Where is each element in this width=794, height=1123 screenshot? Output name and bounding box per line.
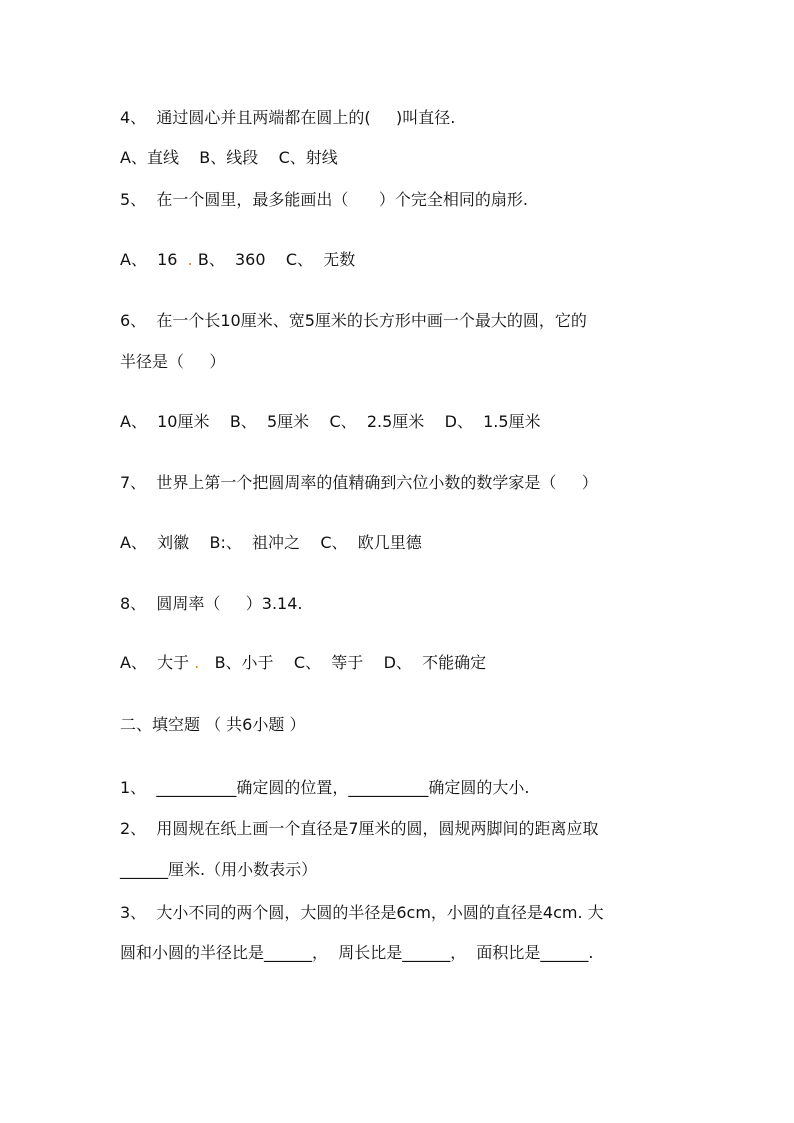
- question-4-stem: 4、 通过圆心并且两端都在圆上的( )叫直径.: [120, 108, 456, 127]
- question-5-options: [120, 249, 355, 271]
- answer-blank: ______: [540, 943, 589, 962]
- question-4-options: A、直线 B、线段 C、射线: [120, 148, 338, 167]
- fill-2-line2-text: 厘米.（用小数表示）: [168, 860, 318, 879]
- question-6-stem-line1: 6、 在一个长10厘米、宽5厘米的长方形中画一个最大的圆，它的: [120, 311, 587, 330]
- fill-3-line2: [120, 942, 593, 964]
- question-7-stem: 7、 世界上第一个把圆周率的值精确到六位小数的数学家是（ ）: [120, 473, 598, 492]
- stray-dot-mark: .: [194, 653, 200, 672]
- fill-1-suffix: 确定圆的大小.: [428, 778, 530, 797]
- question-5-stem: 5、 在一个圆里，最多能画出（ ）个完全相同的扇形.: [120, 190, 528, 209]
- section-2-heading: 二、填空题 （ 共6小题 ）: [120, 715, 306, 734]
- question-5-option-rest: B、 360 C、 无数: [192, 250, 356, 269]
- fill-2-line1: 2、 用圆规在纸上画一个直径是7厘米的圆，圆规两脚间的距离应取: [120, 819, 599, 838]
- question-7-options: A、 刘徽 B:、 祖冲之 C、 欧几里德: [120, 533, 422, 552]
- fill-2-line2: [120, 859, 317, 881]
- answer-blank: __________: [156, 778, 237, 797]
- fill-3-line1: 3、 大小不同的两个圆，大圆的半径是6cm，小圆的直径是4cm. 大: [120, 903, 604, 922]
- question-8-stem: 8、 圆周率（ ）3.14.: [120, 594, 303, 613]
- fill-1: [120, 777, 529, 799]
- fill-3-text-d: .: [588, 943, 594, 962]
- answer-blank: ______: [402, 943, 451, 962]
- fill-3-text-c: ， 面积比是: [450, 943, 541, 962]
- question-6-stem-line2: 半径是（ ）: [120, 352, 226, 371]
- fill-1-mid-text: 确定圆的位置，: [236, 778, 349, 797]
- question-5-option-a: A、 16: [120, 250, 188, 269]
- question-8-option-a: A、 大于: [120, 653, 195, 672]
- answer-blank: ______: [120, 860, 168, 879]
- question-6-options: A、 10厘米 B、 5厘米 C、 2.5厘米 D、 1.5厘米: [120, 412, 541, 431]
- stray-dot-mark: .: [187, 250, 193, 269]
- question-8-option-rest: B、小于 C、 等于 D、 不能确定: [199, 653, 487, 672]
- fill-3-text-a: 圆和小圆的半径比是: [120, 943, 265, 962]
- fill-1-number: 1、: [120, 778, 157, 797]
- answer-blank: __________: [348, 778, 429, 797]
- question-8-options: [120, 652, 486, 674]
- fill-3-text-b: ， 周长比是: [312, 943, 403, 962]
- answer-blank: ______: [264, 943, 313, 962]
